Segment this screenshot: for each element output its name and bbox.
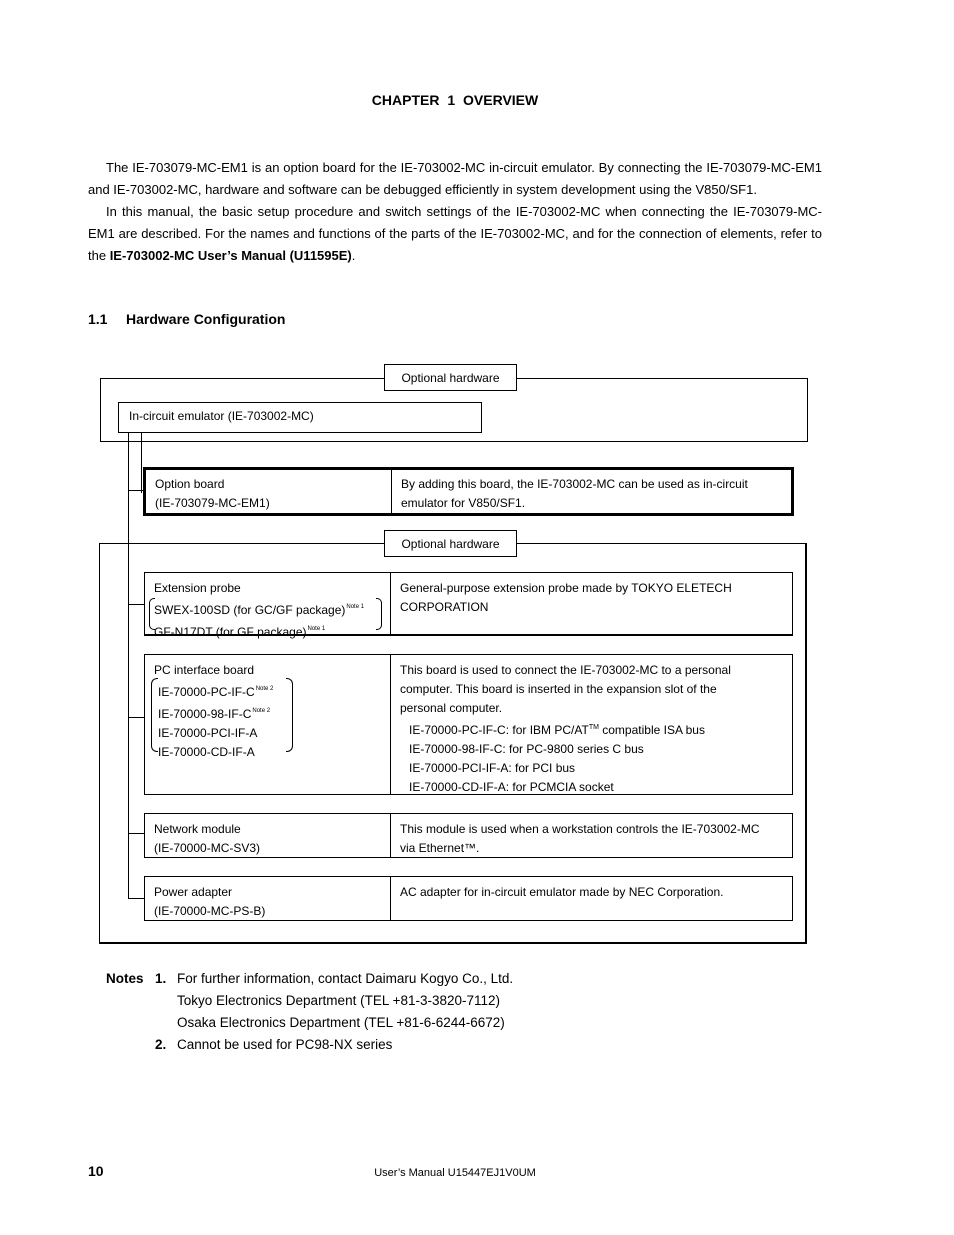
note-text: Tokyo Electronics Department (TEL +81-3-3820-7112)	[177, 993, 501, 1008]
connector-branch-pc	[128, 717, 144, 718]
left-brace	[149, 598, 155, 630]
right-brace	[286, 678, 293, 752]
pc-interface-name: PC interface board	[154, 663, 255, 677]
network-module-model: (IE-70000-MC-SV3)	[154, 841, 261, 855]
note-text: For further information, contact Daimaru Kogyo Co., Ltd.	[177, 971, 514, 986]
optional-label-text: Optional hardware	[401, 537, 500, 551]
left-brace	[151, 678, 158, 752]
intro-p2-end: .	[351, 248, 356, 263]
notes-label: Notes	[106, 971, 144, 986]
network-module-desc-line: via Ethernet™.	[400, 841, 480, 855]
network-module-row	[144, 813, 793, 858]
extension-probe-desc-line: CORPORATION	[400, 600, 489, 614]
extension-probe-name-cell	[145, 573, 391, 639]
pc-interface-use: IE-70000-PCI-IF-A: for PCI bus	[409, 761, 576, 775]
note-number: 2.	[155, 1037, 167, 1052]
optional-hardware-label-bottom	[384, 530, 517, 557]
optional-hardware-label-top	[384, 364, 517, 391]
connector-trunk-outer	[128, 433, 129, 899]
note-number: 1.	[155, 971, 167, 986]
pc-interface-desc-line: computer. This board is inserted in the expansion slot of the	[400, 682, 717, 696]
extension-probe-desc-cell	[391, 573, 792, 634]
extension-probe-item	[154, 598, 381, 620]
right-brace	[376, 598, 382, 630]
network-module-name: Network module	[154, 822, 241, 836]
intro-paragraph-1: The IE-703079-MC-EM1 is an option board for the IE-703002-MC in-circuit emulator. By connecting the IE-703079-MC-EM1 and IE-703002-MC, hardware and software can be debugged efficiently in system development using the V850/SF1.	[88, 160, 822, 197]
option-board-row	[143, 467, 794, 516]
power-adapter-row	[144, 876, 793, 921]
option-board-name-cell	[146, 470, 392, 513]
power-adapter-desc-cell	[391, 877, 792, 920]
trademark: TM	[588, 724, 599, 731]
extension-probe-row	[144, 572, 793, 639]
connector-trunk-inner	[141, 433, 142, 493]
option-board-desc-cell	[392, 470, 791, 513]
manual-reference: IE-703002-MC User’s Manual (U11595E)	[109, 248, 352, 263]
pc-interface-desc-line: This board is used to connect the IE-703002-MC to a personal	[400, 663, 731, 677]
chapter-title: CHAPTER 1 OVERVIEW	[371, 92, 539, 108]
pc-interface-use	[400, 718, 783, 740]
pc-interface-use: IE-70000-CD-IF-A: for PCMCIA socket	[409, 780, 614, 794]
power-adapter-name: Power adapter	[154, 885, 233, 899]
connector-branch-power	[128, 898, 144, 899]
page-number: 10	[88, 1163, 104, 1179]
pc-interface-desc-line: personal computer.	[400, 701, 503, 715]
connector-branch-option	[128, 490, 144, 491]
connector-branch-network	[128, 833, 144, 834]
network-module-desc-cell	[391, 814, 792, 857]
pc-interface-item: IE-70000-CD-IF-A	[158, 745, 255, 759]
extension-probe-item	[154, 620, 381, 642]
note-ref: Note 1	[307, 626, 326, 632]
section-number: 1.1	[88, 311, 108, 327]
connector-branch-probe	[128, 604, 144, 605]
option-board-model: (IE-703079-MC-EM1)	[155, 496, 270, 510]
network-module-name-cell	[145, 814, 391, 857]
pc-interface-desc-cell	[391, 655, 792, 794]
section-title: Hardware Configuration	[126, 311, 286, 327]
section-heading	[88, 311, 285, 327]
note-text: Osaka Electronics Department (TEL +81-6-6244-6672)	[177, 1015, 505, 1030]
pc-interface-name-cell	[145, 655, 391, 794]
power-adapter-name-cell	[145, 877, 391, 920]
probe-model: GF-N17DT (for GF package)	[154, 625, 307, 639]
pc-interface-row	[144, 654, 793, 795]
power-adapter-model: (IE-70000-MC-PS-B)	[154, 904, 266, 918]
emulator-box	[118, 402, 482, 433]
pc-interface-item	[154, 680, 381, 702]
power-adapter-desc-line: AC adapter for in-circuit emulator made by NEC Corporation.	[400, 885, 724, 899]
option-board-desc-line: By adding this board, the IE-703002-MC can be used as in-circuit	[401, 477, 748, 491]
option-board-desc-line: emulator for V850/SF1.	[401, 496, 526, 510]
network-module-desc-line: This module is used when a workstation controls the IE-703002-MC	[400, 822, 760, 836]
intro-paragraph-2	[88, 201, 822, 267]
optional-label-text: Optional hardware	[401, 371, 500, 385]
pc-interface-item: IE-70000-PCI-IF-A	[158, 726, 258, 740]
note-ref: Note 2	[252, 708, 271, 714]
pc-interface-model: IE-70000-98-IF-C	[158, 707, 252, 721]
emulator-label: In-circuit emulator (IE-703002-MC)	[129, 409, 314, 423]
extension-probe-desc-line: General-purpose extension probe made by TOKYO ELETECH	[400, 581, 732, 595]
intro-p2-text: In this manual, the basic setup procedure and switch settings of the IE-703002-MC when connecting the IE-703079-MC-EM1 are described. For the names and functions of the parts of the IE-703002-MC, and for the connection of elements, refer to the	[88, 204, 822, 263]
option-board-name: Option board	[155, 477, 225, 491]
pc-interface-use-text: IE-70000-PC-IF-C: for IBM PC/AT	[409, 723, 589, 737]
intro-text	[88, 157, 822, 267]
probe-model: SWEX-100SD (for GC/GF package)	[154, 603, 346, 617]
pc-interface-use-text: compatible ISA bus	[598, 723, 705, 737]
extension-probe-name: Extension probe	[154, 581, 241, 595]
manual-id: User’s Manual U15447EJ1V0UM	[374, 1167, 536, 1179]
note-ref: Note 1	[346, 604, 365, 610]
pc-interface-model: IE-70000-PC-IF-C	[158, 685, 255, 699]
note-text: Cannot be used for PC98-NX series	[177, 1037, 393, 1052]
pc-interface-item	[154, 702, 381, 724]
note-ref: Note 2	[255, 686, 274, 692]
pc-interface-use: IE-70000-98-IF-C: for PC-9800 series C bus	[409, 742, 644, 756]
